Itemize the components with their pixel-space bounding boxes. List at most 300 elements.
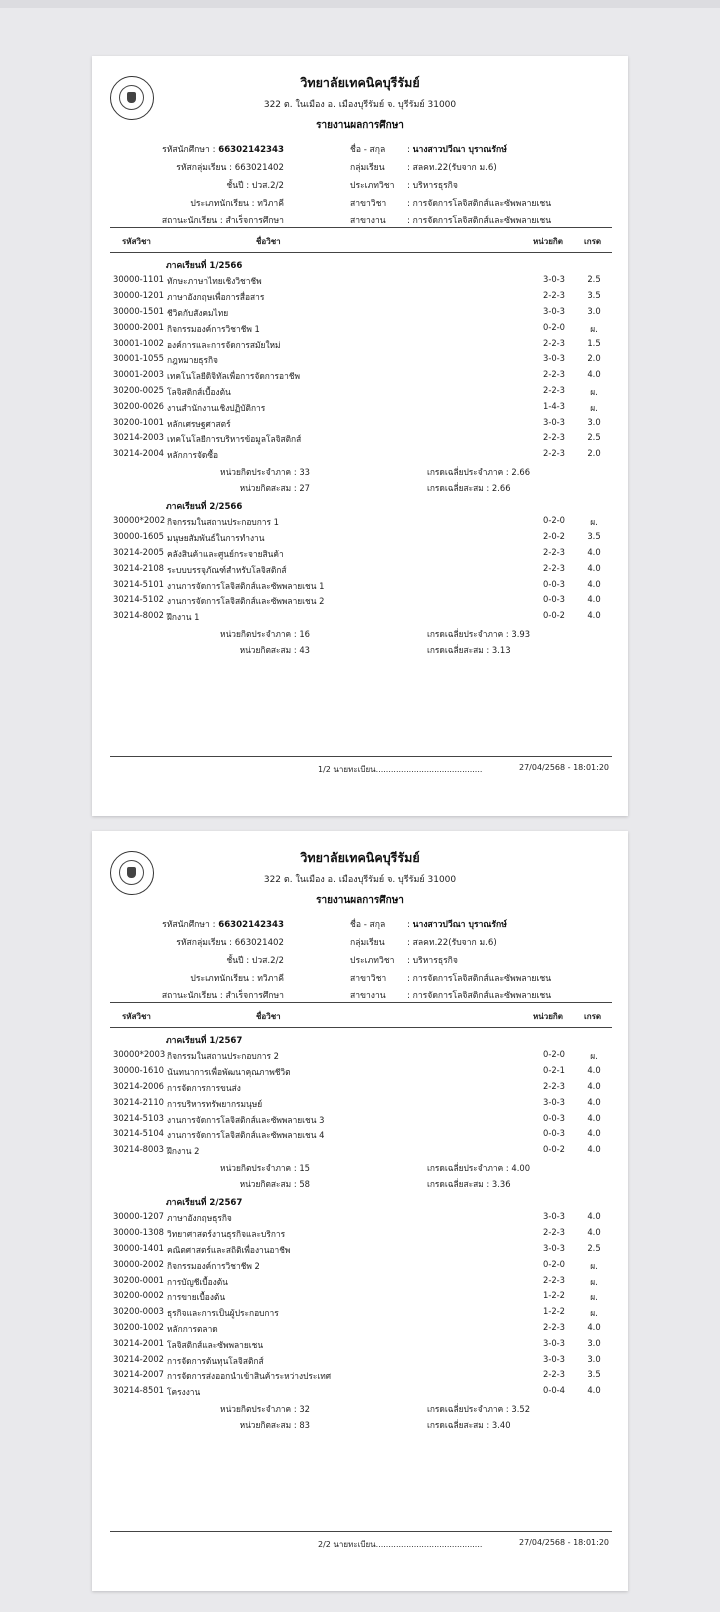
subject-type-row: : บริหารธุรกิจ [407,956,458,966]
field-value: การจัดการโลจิสติกส์และซัพพลายเชน [412,991,552,1001]
semester-gpa-summary: เกรดเฉลี่ยประจำภาค : 3.52 [427,1403,531,1414]
course-row [92,1275,628,1289]
course-credit: 2-2-3 [542,1369,566,1380]
cumulative-credit-summary: หน่วยกิตสะสม : 43 [239,645,310,656]
group-label: กลุ่มเรียน [350,163,385,173]
course-grade: 4.0 [587,578,601,589]
page-number: 1/2 [318,765,331,774]
subject-type-row: : บริหารธุรกิจ [407,181,458,191]
cumulative-credit-value: 43 [299,645,310,656]
course-code: 30214-2001 [113,1337,164,1348]
course-code: 30001-2003 [113,369,164,380]
course-credit: 1-4-3 [542,400,566,411]
course-row [92,1144,628,1158]
status-row [92,988,284,1002]
course-name: ฝึกงาน 1 [167,612,200,623]
semester-credit-summary: หน่วยกิตประจำภาค : 33 [220,466,310,477]
course-name: กิจกรรมในสถานประกอบการ 1 [167,517,279,528]
course-name: การบริหารทรัพยากรมนุษย์ [167,1098,263,1109]
course-credit: 2-2-3 [542,337,566,348]
status-row [92,213,284,227]
semester-credit-summary: หน่วยกิตประจำภาค : 32 [220,1403,310,1414]
course-row [92,515,628,529]
field-value: การจัดการโลจิสติกส์และซัพพลายเชน [412,216,552,226]
course-code: 30200-0025 [113,384,164,395]
course-grade: ผ. [590,402,598,413]
course-code: 30214-5103 [113,1112,164,1123]
course-grade: 4.0 [587,562,601,573]
course-credit: 2-2-3 [542,562,566,573]
course-grade: ผ. [590,1276,598,1287]
course-name: งานการจัดการโลจิสติกส์และซัพพลายเชน 2 [167,596,325,607]
course-name: การจัดการต้นทุนโลจิสติกส์ [167,1355,264,1366]
semester-title: ภาคเรียนที่ 1/2567 [166,1036,243,1046]
print-timestamp: 27/04/2568 - 18:01:20 [518,1538,609,1547]
col-header-credit: หน่วยกิต [533,1012,563,1021]
course-row [92,306,628,320]
col-header-credit: หน่วยกิต [533,237,563,246]
course-code: 30000-1501 [113,305,164,316]
student-id-label: รหัสนักศึกษา : [162,920,216,930]
course-row [92,1211,628,1225]
semester-credit-value: 33 [299,466,310,477]
course-name: ธุรกิจและการเป็นผู้ประกอบการ [167,1308,279,1319]
major-row: : การจัดการโลจิสติกส์และซัพพลายเชน [407,974,552,984]
table-header-rule [110,252,612,253]
semester-title: ภาคเรียนที่ 1/2566 [166,261,243,271]
course-name: กิจกรรมในสถานประกอบการ 2 [167,1051,279,1062]
course-credit: 0-2-1 [542,1065,566,1076]
course-row [92,322,628,336]
course-credit: 0-0-3 [542,578,566,589]
major-row: : การจัดการโลจิสติกส์และซัพพลายเชน [407,199,552,209]
course-credit: 1-2-2 [542,1290,566,1301]
footer-page-registrar [318,763,482,776]
registrar-signature-line: นายทะเบียน.......................................... [333,1540,483,1549]
study-type-label: ประเภทนักเรียน : [190,199,255,209]
course-code: 30214-2108 [113,562,164,573]
course-row [92,385,628,399]
course-code: 30001-1002 [113,337,164,348]
study-type-row [92,196,284,210]
col-header-grade: เกรด [584,237,602,246]
course-name: การขายเบื้องต้น [167,1292,226,1303]
course-code: 30214-5101 [113,578,164,589]
course-row [92,1369,628,1383]
course-name: ภาษาอังกฤษเพื่อการสื่อสาร [167,292,265,303]
course-row [92,338,628,352]
course-credit: 2-2-3 [542,448,566,459]
course-name: คลังสินค้าและศูนย์กระจายสินค้า [167,548,284,559]
report-title: รายงานผลการศึกษา [316,120,404,131]
course-name: มนุษยสัมพันธ์ในการทำงาน [167,533,265,544]
footer-rule [110,756,612,757]
course-code: 30200-0003 [113,1306,164,1317]
course-grade: 4.0 [587,1321,601,1332]
course-credit: 2-2-3 [542,1080,566,1091]
course-row [92,610,628,624]
course-grade: 4.0 [587,1144,601,1155]
course-name: ภาษาอังกฤษธุรกิจ [167,1213,232,1224]
course-row [92,1227,628,1241]
course-name: การจัดการส่งออกนำเข้าสินค้าระหว่างประเทศ [167,1371,332,1382]
course-code: 30214-5102 [113,594,164,605]
course-credit: 3-0-3 [542,274,566,285]
course-credit: 3-0-3 [542,1211,566,1222]
table-top-rule [110,227,612,228]
course-row [92,432,628,446]
course-grade: 2.5 [587,432,601,443]
course-code: 30214-2002 [113,1353,164,1364]
course-code: 30000-2002 [113,1258,164,1269]
course-name: กิจกรรมองค์การวิชาชีพ 1 [167,323,260,334]
course-credit: 0-2-0 [542,1049,566,1060]
course-row [92,1113,628,1127]
group-id-label: รหัสกลุ่มเรียน : [176,938,233,948]
course-row [92,1338,628,1352]
semester-credit-summary: หน่วยกิตประจำภาค : 16 [220,628,310,639]
course-row [92,274,628,288]
course-row [92,353,628,367]
transcript-page-2 [92,831,628,1591]
course-credit: 3-0-3 [542,1337,566,1348]
course-name: เทคโนโลยีดิจิทัลเพื่อการจัดการอาชีพ [167,371,300,382]
course-grade: ผ. [590,517,598,528]
course-row [92,369,628,383]
cumulative-credit-value: 58 [299,1179,310,1190]
course-code: 30214-8003 [113,1144,164,1155]
course-row [92,1065,628,1079]
course-credit: 2-2-3 [542,1274,566,1285]
table-top-rule [110,1002,612,1003]
transcript-page-1 [92,56,628,816]
cumulative-gpa-summary: เกรดเฉลี่ยสะสม : 3.40 [427,1420,511,1431]
group-label: กลุ่มเรียน [350,938,385,948]
course-code: 30214-2004 [113,448,164,459]
course-row [92,1243,628,1257]
course-credit: 0-0-3 [542,594,566,605]
course-name: วิทยาศาสตร์งานธุรกิจและบริการ [167,1229,286,1240]
course-grade: 3.0 [587,416,601,427]
course-name: การจัดการการขนส่ง [167,1082,241,1093]
course-credit: 0-0-3 [542,1112,566,1123]
course-row [92,1049,628,1063]
course-grade: 3.5 [587,290,601,301]
course-name: ระบบบรรจุภัณฑ์สำหรับโลจิสติกส์ [167,564,287,575]
course-name: นันทนาการเพื่อพัฒนาคุณภาพชีวิต [167,1067,291,1078]
level-label: ชั้นปี : [226,956,250,966]
name-value: นางสาวปวีณา บุราณรักษ์ [412,920,507,930]
subject-type-value: บริหารธุรกิจ [412,956,458,966]
course-grade: 4.0 [587,1385,601,1396]
group-id-value: 663021402 [234,938,284,948]
course-grade: 4.0 [587,369,601,380]
semester-credit-summary: หน่วยกิตประจำภาค : 15 [220,1162,310,1173]
course-code: 30214-5104 [113,1128,164,1139]
course-grade: 3.0 [587,1353,601,1364]
course-grade: 4.0 [587,1211,601,1222]
course-grade: 1.5 [587,337,601,348]
cumulative-gpa-summary: เกรดเฉลี่ยสะสม : 3.36 [427,1179,511,1190]
group-value: สลคท.22(รับจาก ม.6) [412,938,497,948]
course-row [92,1081,628,1095]
course-grade: 4.0 [587,594,601,605]
semester-title: ภาคเรียนที่ 2/2567 [166,1198,243,1208]
cumulative-gpa-summary: เกรดเฉลี่ยสะสม : 3.13 [427,645,511,656]
course-code: 30214-2007 [113,1369,164,1380]
course-code: 30000-1610 [113,1065,164,1076]
name-value: นางสาวปวีณา บุราณรักษ์ [412,145,507,155]
student-id-value: 66302142343 [218,920,284,930]
course-code: 30200-1001 [113,416,164,427]
course-row [92,448,628,462]
course-credit: 2-2-3 [542,432,566,443]
course-grade: 3.5 [587,1369,601,1380]
course-code: 30000-1401 [113,1242,164,1253]
course-credit: 3-0-3 [542,1353,566,1364]
course-name: โครงงาน [167,1387,201,1398]
col-header-code: รหัสวิชา [122,1012,151,1021]
field-label: สาขางาน [350,216,386,226]
course-grade: ผ. [590,1051,598,1062]
course-grade: 3.5 [587,531,601,542]
semester-credit-value: 16 [299,628,310,639]
course-code: 30214-8002 [113,610,164,621]
course-code: 30000-2001 [113,321,164,332]
course-name: หลักการจัดซื้อ [167,450,219,461]
course-grade: ผ. [590,386,598,397]
semester-gpa-value: 3.93 [511,628,531,639]
cumulative-credit-summary: หน่วยกิตสะสม : 27 [239,483,310,494]
student-id-label: รหัสนักศึกษา : [162,145,216,155]
course-credit: 3-0-3 [542,1096,566,1107]
cumulative-gpa-value: 2.66 [491,483,511,494]
course-row [92,1259,628,1273]
course-name: กฎหมายธุรกิจ [167,355,218,366]
major-value: การจัดการโลจิสติกส์และซัพพลายเชน [412,199,552,209]
cumulative-gpa-value: 3.36 [491,1179,511,1190]
course-row [92,1128,628,1142]
course-grade: 4.0 [587,1065,601,1076]
course-name: หลักเศรษฐศาสตร์ [167,418,231,429]
course-credit: 2-2-3 [542,546,566,557]
semester-gpa-summary: เกรดเฉลี่ยประจำภาค : 3.93 [427,628,531,639]
course-code: 30214-2003 [113,432,164,443]
student-id-value: 66302142343 [218,145,284,155]
semester-gpa-value: 4.00 [511,1162,531,1173]
course-credit: 0-2-0 [542,321,566,332]
course-row [92,547,628,561]
student-id-row [92,142,284,156]
semester-gpa-value: 3.52 [511,1403,531,1414]
status-label: สถานะนักเรียน : [161,991,223,1001]
name-label: ชื่อ - สกุล [350,145,386,155]
subject-type-label: ประเภทวิชา [350,181,395,191]
name-row: : นางสาวปวีณา บุราณรักษ์ [407,920,507,930]
course-grade: 3.0 [587,1337,601,1348]
course-row [92,579,628,593]
major-label: สาขาวิชา [350,974,387,984]
course-row [92,1097,628,1111]
report-title: รายงานผลการศึกษา [316,895,404,906]
course-name: โลจิสติกส์และซัพพลายเชน [167,1339,264,1350]
course-grade: 4.0 [587,546,601,557]
course-credit: 2-2-3 [542,384,566,395]
school-name: วิทยาลัยเทคนิคบุรีรัมย์ [300,850,420,865]
top-bar [0,0,720,8]
cumulative-credit-value: 27 [299,483,310,494]
group-id-row [92,160,284,174]
print-timestamp: 27/04/2568 - 18:01:20 [518,763,609,772]
course-grade: 4.0 [587,1227,601,1238]
course-name: การบัญชีเบื้องต้น [167,1276,228,1287]
study-type-value: ทวิภาคี [257,199,284,209]
study-type-value: ทวิภาคี [257,974,284,984]
course-row [92,1306,628,1320]
course-code: 30000-1101 [113,274,164,285]
study-type-label: ประเภทนักเรียน : [190,974,255,984]
course-code: 30200-0002 [113,1290,164,1301]
cumulative-gpa-value: 3.40 [491,1420,511,1431]
semester-gpa-summary: เกรดเฉลี่ยประจำภาค : 4.00 [427,1162,531,1173]
course-code: 30214-2006 [113,1080,164,1091]
course-grade: 2.5 [587,274,601,285]
course-grade: 4.0 [587,1096,601,1107]
level-value: ปวส.2/2 [251,181,284,191]
course-name: งานการจัดการโลจิสติกส์และซัพพลายเชน 4 [167,1130,325,1141]
course-code: 30214-2005 [113,546,164,557]
student-id-row [92,917,284,931]
course-code: 30214-8501 [113,1385,164,1396]
study-type-row [92,971,284,985]
course-code: 30000-1201 [113,290,164,301]
cumulative-credit-summary: หน่วยกิตสะสม : 58 [239,1179,310,1190]
course-code: 30000-1308 [113,1227,164,1238]
status-label: สถานะนักเรียน : [161,216,223,226]
course-row [92,290,628,304]
group-row: : สลคท.22(รับจาก ม.6) [407,163,497,173]
course-credit: 0-0-2 [542,1144,566,1155]
registrar-signature-line: นายทะเบียน.......................................... [333,765,483,774]
field-row: : การจัดการโลจิสติกส์และซัพพลายเชน [407,216,552,226]
course-code: 30000*2002 [113,515,166,526]
course-code: 30200-0026 [113,400,164,411]
course-credit: 3-0-3 [542,353,566,364]
course-row [92,1290,628,1304]
course-name: งานการจัดการโลจิสติกส์และซัพพลายเชน 3 [167,1114,325,1125]
major-label: สาขาวิชา [350,199,387,209]
course-grade: ผ. [590,323,598,334]
course-grade: 2.0 [587,353,601,364]
course-code: 30000-1605 [113,531,164,542]
course-name: งานสำนักงานเชิงปฏิบัติการ [167,402,266,413]
level-row [92,953,284,967]
level-row [92,178,284,192]
group-row: : สลคท.22(รับจาก ม.6) [407,938,497,948]
course-name: หลักการตลาด [167,1323,218,1334]
course-credit: 2-2-3 [542,369,566,380]
course-code: 30214-2110 [113,1096,164,1107]
course-row [92,531,628,545]
course-name: ชีวิตกับสังคมไทย [167,307,229,318]
cumulative-credit-summary: หน่วยกิตสะสม : 83 [239,1420,310,1431]
status-value: สำเร็จการศึกษา [225,216,284,226]
course-credit: 0-0-2 [542,610,566,621]
course-credit: 2-2-3 [542,1227,566,1238]
level-value: ปวส.2/2 [251,956,284,966]
course-row [92,1385,628,1399]
course-grade: ผ. [590,1292,598,1303]
course-grade: 4.0 [587,1080,601,1091]
field-label: สาขางาน [350,991,386,1001]
course-row [92,563,628,577]
course-code: 30000*2003 [113,1049,166,1060]
major-value: การจัดการโลจิสติกส์และซัพพลายเชน [412,974,552,984]
cumulative-gpa-value: 3.13 [491,645,511,656]
col-header-code: รหัสวิชา [122,237,151,246]
course-row [92,401,628,415]
name-label: ชื่อ - สกุล [350,920,386,930]
course-name: ฝึกงาน 2 [167,1146,200,1157]
footer-page-registrar [318,1538,482,1551]
course-name: ทักษะภาษาไทยเชิงวิชาชีพ [167,276,262,287]
course-credit: 3-0-3 [542,305,566,316]
group-value: สลคท.22(รับจาก ม.6) [412,163,497,173]
name-row: : นางสาวปวีณา บุราณรักษ์ [407,145,507,155]
page-number: 2/2 [318,1540,331,1549]
course-code: 30200-0001 [113,1274,164,1285]
field-row: : การจัดการโลจิสติกส์และซัพพลายเชน [407,991,552,1001]
course-code: 30200-1002 [113,1321,164,1332]
subject-type-label: ประเภทวิชา [350,956,395,966]
course-name: องค์การและการจัดการสมัยใหม่ [167,339,281,350]
course-row [92,1354,628,1368]
col-header-name: ชื่อวิชา [256,1012,281,1021]
col-header-grade: เกรด [584,1012,602,1021]
course-name: คณิตศาสตร์และสถิติเพื่องานอาชีพ [167,1244,291,1255]
school-address: 322 ต. ในเมือง อ. เมืองบุรีรัมย์ จ. บุรีรัมย์ 31000 [263,100,457,110]
course-credit: 2-2-3 [542,290,566,301]
level-label: ชั้นปี : [226,181,250,191]
course-credit: 0-0-4 [542,1385,566,1396]
course-name: กิจกรรมองค์การวิชาชีพ 2 [167,1260,260,1271]
course-grade: ผ. [590,1308,598,1319]
semester-credit-value: 15 [299,1162,310,1173]
course-name: เทคโนโลยีการบริหารข้อมูลโลจิสติกส์ [167,434,302,445]
course-row [92,1322,628,1336]
semester-credit-value: 32 [299,1403,310,1414]
course-credit: 3-0-3 [542,416,566,427]
cumulative-credit-value: 83 [299,1420,310,1431]
course-name: งานการจัดการโลจิสติกส์และซัพพลายเชน 1 [167,580,325,591]
course-code: 30001-1055 [113,353,164,364]
course-credit: 0-2-0 [542,515,566,526]
course-grade: ผ. [590,1260,598,1271]
course-code: 30000-1207 [113,1211,164,1222]
course-grade: 4.0 [587,1112,601,1123]
course-grade: 4.0 [587,1128,601,1139]
group-id-row [92,935,284,949]
footer-rule [110,1531,612,1532]
course-credit: 1-2-2 [542,1306,566,1317]
status-value: สำเร็จการศึกษา [225,991,284,1001]
semester-gpa-summary: เกรดเฉลี่ยประจำภาค : 2.66 [427,466,531,477]
course-grade: 2.5 [587,1242,601,1253]
course-grade: 3.0 [587,305,601,316]
course-credit: 0-2-0 [542,1258,566,1269]
course-credit: 3-0-3 [542,1242,566,1253]
course-credit: 2-2-3 [542,1321,566,1332]
